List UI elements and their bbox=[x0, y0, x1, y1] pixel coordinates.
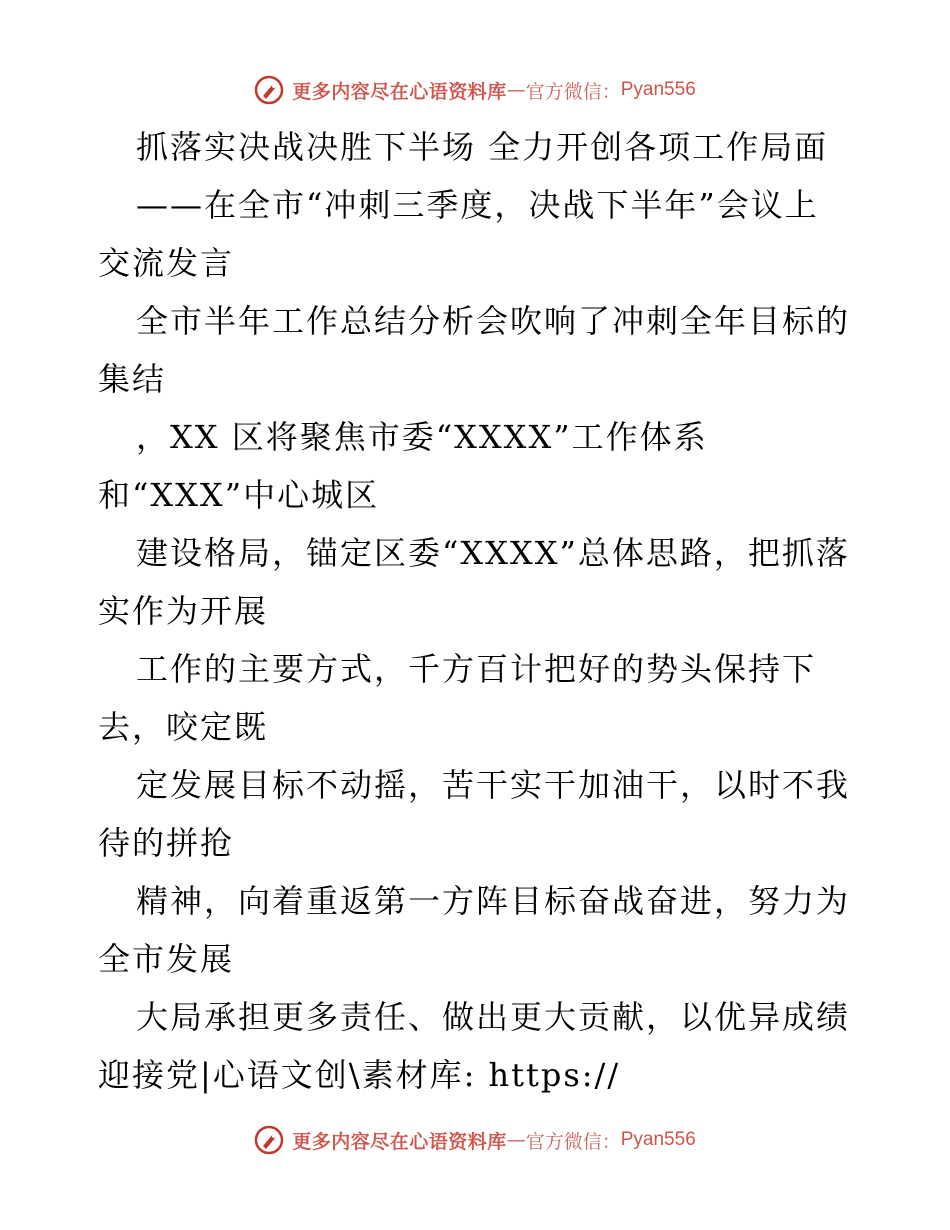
doc-paragraph-line: 全市半年工作总结分析会吹响了冲刺全年目标的 bbox=[136, 302, 851, 340]
doc-title: 抓落实决战决胜下半场 全力开创各项工作局面 bbox=[136, 128, 829, 166]
doc-paragraph-line: 工作的主要方式，千方百计把好的势头保持下 bbox=[136, 650, 817, 688]
doc-subtitle-continued: 交流发言 bbox=[98, 244, 235, 282]
doc-paragraph-line: 实作为开展 bbox=[98, 592, 269, 630]
document-body bbox=[98, 118, 858, 1104]
doc-paragraph-line: 迎接党|心语文创\素材库: https:// bbox=[98, 1056, 621, 1094]
watermark-separator: — bbox=[506, 79, 526, 101]
header-watermark bbox=[0, 70, 950, 110]
doc-subtitle: ——在全市“冲刺三季度，决战下半年”会议上 bbox=[136, 186, 819, 224]
doc-paragraph-line: 大局承担更多责任、做出更大贡献，以优异成绩 bbox=[136, 998, 851, 1036]
watermark-text: 更多内容尽在心语资料库 bbox=[292, 80, 507, 103]
footer-watermark bbox=[0, 1120, 950, 1160]
doc-paragraph-line: 和“XXX”中心城区 bbox=[98, 476, 380, 514]
doc-paragraph-line: 集结 bbox=[98, 360, 167, 398]
doc-paragraph-line: 待的拼抢 bbox=[98, 824, 235, 862]
watermark-account: Pyan556 bbox=[620, 1129, 696, 1150]
watermark-text: 更多内容尽在心语资料库 bbox=[292, 1130, 507, 1153]
doc-paragraph-line: ，XX 区将聚焦市委“XXXX”工作体系 bbox=[136, 418, 708, 456]
pen-nib-circle-icon bbox=[254, 75, 284, 105]
watermark-separator: — bbox=[506, 1129, 526, 1151]
pen-nib-circle-icon bbox=[254, 1125, 284, 1155]
doc-paragraph-line: 定发展目标不动摇，苦干实干加油干，以时不我 bbox=[136, 766, 851, 804]
doc-paragraph-line: 建设格局，锚定区委“XXXX”总体思路，把抓落 bbox=[136, 534, 850, 572]
doc-paragraph-line: 去，咬定既 bbox=[98, 708, 269, 746]
watermark-account: Pyan556 bbox=[620, 79, 696, 100]
doc-paragraph-line: 精神，向着重返第一方阵目标奋战奋进，努力为 bbox=[136, 882, 851, 920]
watermark-label: 官方微信： bbox=[525, 80, 621, 103]
doc-paragraph-line: 全市发展 bbox=[98, 940, 235, 978]
watermark-label: 官方微信： bbox=[525, 1130, 621, 1153]
